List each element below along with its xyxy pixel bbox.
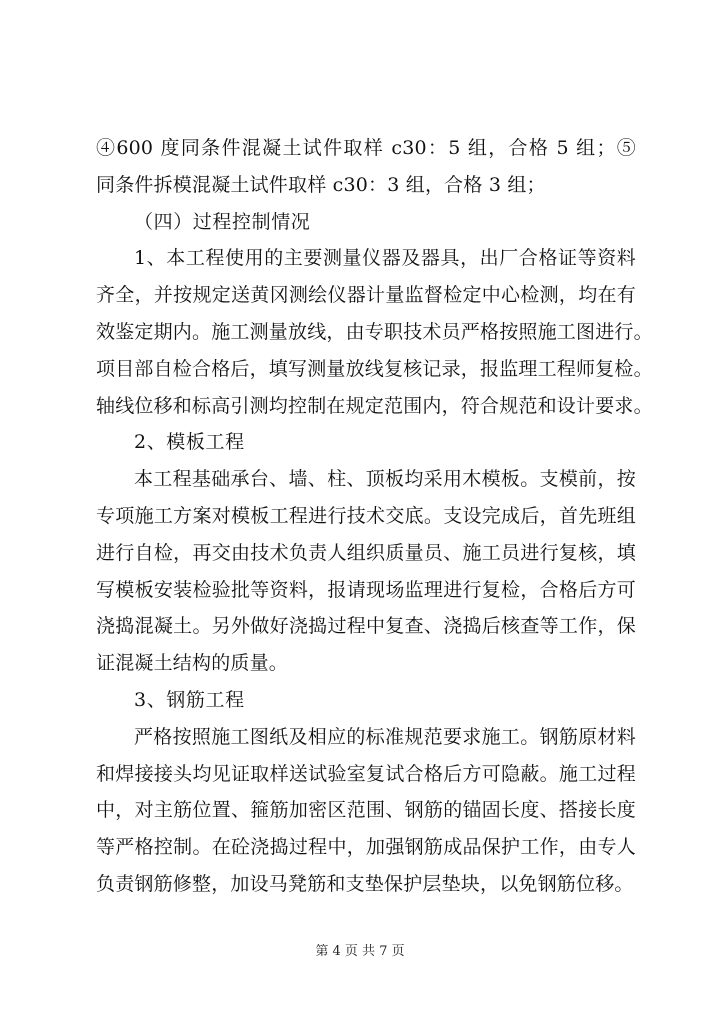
paragraph-first-line: 严格按照施工图纸及相应的标准规范要求施工。钢筋原材料 <box>134 725 636 748</box>
section-heading: 3、钢筋工程 <box>134 688 245 711</box>
text-line: 浇捣混凝土。另外做好浇捣过程中复查、浇捣后核查等工作，保 <box>96 615 636 638</box>
text-line: 中，对主筋位置、箍筋加密区范围、钢筋的锚固长度、搭接长度 <box>96 799 636 822</box>
document-body <box>96 130 653 903</box>
text-line: ④600 度同条件混凝土试件取样 c30：5 组，合格 5 组；⑤ <box>96 137 636 159</box>
text-line: 轴线位移和标高引测均控制在规定范围内，符合规范和设计要求。 <box>96 394 653 417</box>
section-heading: （四）过程控制情况 <box>134 210 311 233</box>
text-line: 专项施工方案对模板工程进行技术交底。支设完成后，首先班组 <box>96 504 636 527</box>
text-line: 证混凝土结构的质量。 <box>96 652 289 675</box>
section-heading: 2、模板工程 <box>134 431 245 454</box>
text-line: 负责钢筋修整，加设马凳筋和支垫保护层垫块，以免钢筋位移。 <box>96 872 634 895</box>
text-line: 齐全，并按规定送黄冈测绘仪器计量监督检定中心检测，均在有 <box>96 284 636 307</box>
text-line: 进行自检，再交由技术负责人组织质量员、施工员进行复核，填 <box>96 541 636 564</box>
text-line: 效鉴定期内。施工测量放线，由专职技术员严格按照施工图进行。 <box>96 320 653 343</box>
text-line: 写模板安装检验批等资料，报请现场监理进行复检，合格后方可 <box>96 578 636 601</box>
text-line: 和焊接接头均见证取样送试验室复试合格后方可隐蔽。施工过程 <box>96 762 636 785</box>
paragraph-first-line: 本工程基础承台、墙、柱、顶板均采用木模板。支模前，按 <box>134 468 636 491</box>
paragraph-first-line: 1、本工程使用的主要测量仪器及器具，出厂合格证等资料 <box>134 247 636 270</box>
text-line: 同条件拆模混凝土试件取样 c30：3 组，合格 3 组； <box>96 173 546 196</box>
page-number-footer: 第 4 页 共 7 页 <box>315 944 405 959</box>
text-line: 等严格控制。在砼浇捣过程中，加强钢筋成品保护工作，由专人 <box>96 836 636 859</box>
text-line: 项目部自检合格后，填写测量放线复核记录，报监理工程师复检。 <box>96 357 653 380</box>
